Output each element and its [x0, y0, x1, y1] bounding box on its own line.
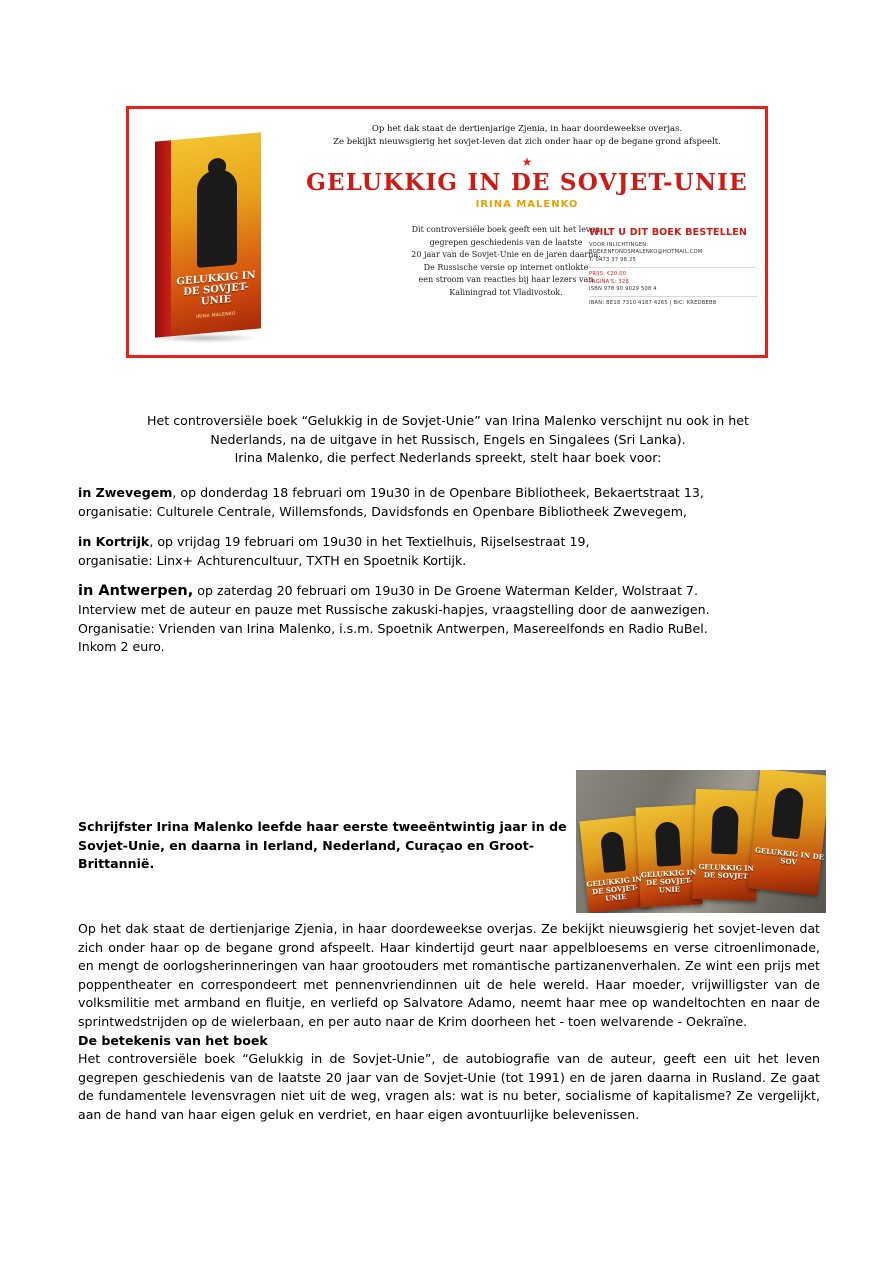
- intro-paragraph: [78, 412, 818, 468]
- banner-title: GELUKKIG IN DE SOVJET-UNIE: [306, 169, 748, 196]
- star-icon: ★: [521, 155, 533, 169]
- promo-banner: [126, 106, 768, 358]
- intro-line-3: Irina Malenko, die perfect Nederlands spreekt, stelt haar boek voor:: [234, 450, 662, 465]
- intro-line-2: Nederlands, na de uitgave in het Russisch, Engels en Singalees (Sri Lanka).: [210, 431, 686, 447]
- event-city: in Zwevegem: [78, 485, 173, 500]
- event-organisation: organisatie: Culturele Centrale, Willemsfonds, Davidsfonds en Openbare Bibliotheek Zwevegem,: [78, 503, 687, 519]
- banner-blurb-line: gegrepen geschiedenis van de laatste: [429, 237, 583, 247]
- author-bio: Schrijfster Irina Malenko leefde haar eerste tweeëntwintig jaar in de Sovjet-Unie, en daarna in Ierland, Nederland, Curaçao en Groot-Brittannië.: [78, 819, 567, 872]
- banner-tagline: [295, 123, 759, 149]
- article-subheading: De betekenis van het boek: [78, 1032, 268, 1048]
- banner-blurb-line: 20 jaar van de Sovjet-Unie en de jaren daarna.: [411, 250, 601, 259]
- photo-caption-1: GELUKKIG IN DE SOVJET-UNIE: [586, 874, 643, 904]
- banner-blurb-line: Kaliningrad tot Vladivostok.: [449, 287, 563, 297]
- event-detail: , op vrijdag 19 februari om 19u30 in het Textielhuis, Rijselsestraat 19,: [149, 534, 590, 550]
- intro-line-1: Het controversiële boek “Gelukkig in de Sovjet-Unie” van Irina Malenko verschijnt nu ook in het: [147, 413, 749, 428]
- divider: [589, 296, 757, 297]
- banner-blurb-line: Dit controversiële boek geeft een uit het leven: [411, 225, 601, 234]
- banner-author: IRINA MALENKO: [475, 199, 579, 210]
- event-extra-1: Interview met de auteur en pauze met Russische zakuski-hapjes, vraagstelling door de aanwezigen.: [78, 601, 710, 617]
- event-city: in Antwerpen,: [78, 583, 194, 600]
- order-pages: PAGINA'S: 328: [589, 278, 629, 285]
- books-photo: [576, 770, 826, 913]
- event-detail: op zaterdag 20 februari om 19u30 in De Groene Waterman Kelder, Wolstraat 7.: [193, 583, 698, 599]
- event-kortrijk: [78, 533, 820, 570]
- order-iban: IBAN: BE18 7310 4187 4265 | BIC: KREDBEBB: [589, 300, 717, 307]
- photo-caption-2: GELUKKIG IN DE SOVJET-UNIE: [640, 867, 697, 895]
- book-cover-image: [129, 109, 289, 355]
- event-zwevegem: [78, 484, 820, 521]
- photo-caption-3: GELUKKIG IN DE SOVJET: [698, 862, 755, 881]
- book-shadow: [149, 333, 259, 343]
- cover-author-text: IRINA MALENKO: [196, 311, 236, 321]
- order-price: PRIJS: €20,00: [589, 271, 627, 278]
- event-extra-2: Organisatie: Vrienden van Irina Malenko, i.s.m. Spoetnik Antwerpen, Masereelfonds en Radio RuBel.: [78, 620, 708, 636]
- event-line: [78, 533, 820, 552]
- banner-blurb-line: een stroom van reacties bij haar lezers van: [418, 275, 594, 284]
- photo-caption-4: GELUKKIG IN DE SOV: [754, 845, 825, 867]
- order-info-label: VOOR INLICHTINGEN:: [589, 242, 649, 248]
- order-phone: T. 0473 37 98 25: [589, 256, 637, 263]
- event-antwerpen: [78, 582, 820, 656]
- article-paragraph-2: Het controversiële boek “Gelukkig in de Sovjet-Unie”, de autobiografie van de auteur, geeft een uit het leven gegrepen geschiedenis van de laatste 20 jaar van de Sovjet-Unie (tot 1991) en de jaren daarna in Rusland. Ze gaat de fundamentele levensvragen niet uit de weg, vragen als: wat is nu beter, socialisme of kapitalisme? Ze vergelijkt, aan de hand van haar eigen geluk en verdriet, en haar eigen avontuurlijke belevenissen.: [78, 1051, 820, 1122]
- event-line: [78, 582, 820, 601]
- book-spine: [155, 140, 171, 337]
- photo-figure-4: [771, 787, 804, 840]
- event-line: [78, 484, 820, 503]
- book-3d-render: [155, 132, 261, 337]
- event-extra-3: Inkom 2 euro.: [78, 639, 165, 655]
- order-isbn: ISBN 978 90 9029 508 4: [589, 286, 657, 293]
- divider: [589, 267, 757, 268]
- event-organisation: organisatie: Linx+ Achturencultuur, TXTH en Spoetnik Kortijk.: [78, 552, 467, 568]
- banner-tagline-line-2: Ze bekijkt nieuwsgierig het sovjet-leven dat zich onder haar op de begane grond afspeelt.: [333, 137, 721, 147]
- events-list: [78, 484, 820, 669]
- article-paragraph-1: Op het dak staat de dertienjarige Zjenia, in haar doordeweekse overjas. Ze bekijkt nieuwsgierig het sovjet-leven dat zich onder haar op de begane grond afspeelt. Haar kindertijd geurt naar appelbloesems en verse citroenlimonade, en mengt de oorlogsherinneringen van haar grootouders met romantische partizanenverhalen. Ze wint een prijs met poppentheater en correspondeert met pennenvriendinnen uit de hele wereld. Haar moeder, vrijwilligster van de volksmilitie met armband en fluitje, en verliefd op Salvatore Adamo, neemt haar mee op wandeltochten en naar de sprintwedstrijden op de wielerbaan, en per auto naar de Krim doorheen het - toen welvarende - Oekraïne.: [78, 921, 820, 1029]
- order-info-block: [589, 227, 757, 308]
- banner-blurb-line: De Russische versie op internet ontlokte: [423, 262, 589, 272]
- cover-figure-silhouette: [197, 168, 237, 267]
- cover-title-text: GELUKKIG IN DE SOVJET-UNIE: [176, 269, 256, 308]
- event-detail: , op donderdag 18 februari om 19u30 in de Openbare Bibliotheek, Bekaertstraat 13,: [172, 485, 704, 500]
- book-front-cover: [171, 132, 261, 336]
- photo-figure-2: [655, 821, 681, 866]
- banner-tagline-line-1: Op het dak staat de dertienjarige Zjenia, in haar doordeweekse overjas.: [371, 124, 683, 134]
- order-details: [589, 242, 757, 308]
- event-city: in Kortrijk: [78, 534, 150, 550]
- order-email[interactable]: BOEKENFONDSMALENKO@HOTMAIL.COM: [589, 249, 703, 256]
- order-title: WILT U DIT BOEK BESTELLEN: [589, 227, 748, 238]
- photo-figure-3: [711, 806, 739, 855]
- article-body: [78, 920, 820, 1125]
